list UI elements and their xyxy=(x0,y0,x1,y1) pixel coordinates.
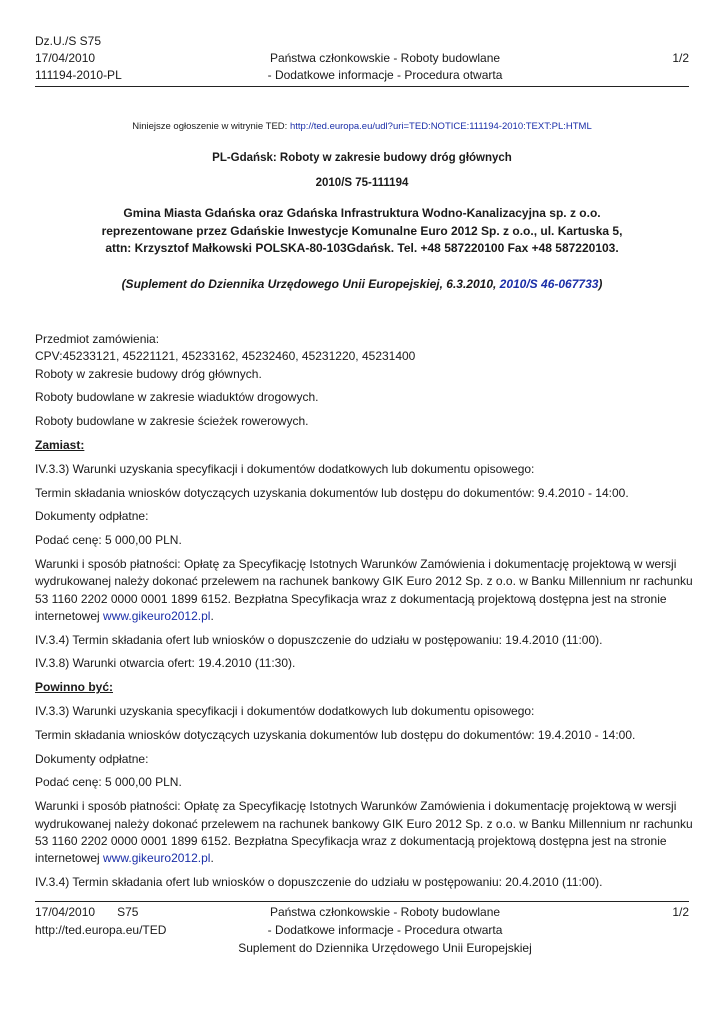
header-notice-id: 111194-2010-PL xyxy=(35,68,122,82)
header-page-number: 1/2 xyxy=(672,51,689,65)
notice-body xyxy=(35,331,695,898)
footer-url: http://ted.europa.eu/TED xyxy=(35,923,167,937)
subject-line: Roboty budowlane w zakresie ścieżek rowerowych. xyxy=(35,414,309,429)
should-be-heading: Powinno być: xyxy=(35,680,113,695)
subject-block xyxy=(35,331,695,383)
footer-procedure: - Dodatkowe informacje - Procedura otwarta xyxy=(267,923,503,937)
instead-paragraph: Podać cenę: 5 000,00 PLN. xyxy=(35,533,182,548)
supplement-prefix: (Suplement do Dziennika Urzędowego Unii Europejskiej, 6.3.2010, xyxy=(121,277,500,291)
notice-title: PL-Gdańsk: Roboty w zakresie budowy dróg głównych xyxy=(212,152,512,164)
instead-paragraph: IV.3.3) Warunki uzyskania specyfikacji i dokumentów dodatkowych lub dokumentu opisowego: xyxy=(35,461,535,476)
header-divider xyxy=(35,86,689,87)
footer-series: S75 xyxy=(117,905,139,919)
footer-category: Państwa członkowskie - Roboty budowlane xyxy=(269,905,501,919)
should-be-paragraph: Podać cenę: 5 000,00 PLN. xyxy=(35,775,182,790)
header-date: 17/04/2010 xyxy=(35,51,96,65)
payment-end: . xyxy=(210,851,214,866)
ted-notice-link[interactable]: http://ted.europa.eu/udl?uri=TED:NOTICE:111194-2010:TEXT:PL:HTML xyxy=(289,121,592,132)
header-category: Państwa członkowskie - Roboty budowlane xyxy=(269,51,501,65)
subject-line: Roboty w zakresie budowy dróg głównych. xyxy=(35,366,262,381)
instead-paragraph: Termin składania wniosków dotyczących uzyskania dokumentów lub dostępu do dokumentów: 9.4.2010 - 14:00. xyxy=(35,485,629,500)
page-footer xyxy=(35,903,689,963)
footer-page-number: 1/2 xyxy=(672,905,689,919)
subject-label: Przedmiot zamówienia: xyxy=(35,332,160,346)
instead-heading: Zamiast: xyxy=(35,437,85,452)
subject-line: Roboty budowlane w zakresie wiaduktów drogowych. xyxy=(35,390,319,405)
ted-notice xyxy=(35,121,689,132)
header-left xyxy=(35,33,122,84)
footer-supplement: Suplement do Dziennika Urzędowego Unii Europejskiej xyxy=(238,941,532,955)
header-center xyxy=(225,50,545,84)
ted-notice-prefix: Niniejsze ogłoszenie w witrynie TED: xyxy=(132,121,290,132)
supplement-link[interactable]: 2010/S 46-067733 xyxy=(499,277,599,291)
authority-line: reprezentowane przez Gdańskie Inwestycje Komunalne Euro 2012 Sp. z o.o., ul. Kartuska 5, xyxy=(101,223,623,238)
instead-payment xyxy=(35,556,695,625)
supplement-suffix: ) xyxy=(598,277,603,291)
footer-date: 17/04/2010 xyxy=(35,905,96,919)
payment-text: Warunki i sposób płatności: Opłatę za Specyfikację Istotnych Warunków Zamówienia i dokumentację projektową w wersji wydrukowanej należy dokonać przelewem na rachunek bankowy GIK Euro 2012 Sp. z o.o. w Banku Millennium nr rachunku 53 1160 2202 0000 0001 1899 6152. Bezpłatna Specyfikacja wraz z dokumentacją projektową dostępna jest na stronie internetowej xyxy=(35,799,693,866)
gik-website-link[interactable]: www.gikeuro2012.pl xyxy=(103,851,211,866)
authority-line: Gmina Miasta Gdańska oraz Gdańska Infrastruktura Wodno-Kanalizacyjna sp. z o.o. xyxy=(123,206,601,220)
supplement-reference xyxy=(35,277,689,291)
header-procedure: - Dodatkowe informacje - Procedura otwarta xyxy=(267,68,503,82)
should-be-paragraph: IV.3.3) Warunki uzyskania specyfikacji i dokumentów dodatkowych lub dokumentu opisowego: xyxy=(35,704,535,719)
contracting-authority xyxy=(35,205,689,258)
cpv-codes: CPV:45233121, 45221121, 45233162, 45232460, 45231220, 45231400 xyxy=(35,349,416,364)
should-be-paragraph: Dokumenty odpłatne: xyxy=(35,751,149,766)
should-be-payment xyxy=(35,798,695,867)
instead-paragraph: IV.3.4) Termin składania ofert lub wniosków o dopuszczenie do udziału w postępowaniu: 19.4.2010 (11:00). xyxy=(35,632,603,647)
footer-center xyxy=(205,903,565,957)
footer-left xyxy=(35,903,166,939)
instead-paragraph: IV.3.8) Warunki otwarcia ofert: 19.4.2010 (11:30). xyxy=(35,656,296,671)
payment-end: . xyxy=(210,608,214,623)
notice-number: 2010/S 75-111194 xyxy=(315,177,409,189)
header-journal-ref: Dz.U./S S75 xyxy=(35,34,102,48)
authority-line: attn: Krzysztof Małkowski POLSKA-80-103Gdańsk. Tel. +48 587220100 Fax +48 587220103. xyxy=(105,241,619,255)
page-header xyxy=(35,33,689,89)
should-be-paragraph: Termin składania wniosków dotyczących uzyskania dokumentów lub dostępu do dokumentów: 19.4.2010 - 14:00. xyxy=(35,727,636,742)
footer-divider xyxy=(35,901,689,902)
payment-text: Warunki i sposób płatności: Opłatę za Specyfikację Istotnych Warunków Zamówienia i dokumentację projektową w wersji wydrukowanej należy dokonać przelewem na rachunek bankowy GIK Euro 2012 Sp. z o.o. w Banku Millennium nr rachunku 53 1160 2202 0000 0001 1899 6152. Bezpłatna Specyfikacja wraz z dokumentacją projektową dostępna jest na stronie internetowej xyxy=(35,556,693,623)
should-be-paragraph: IV.3.4) Termin składania ofert lub wniosków o dopuszczenie do udziału w postępowaniu: 20.4.2010 (11:00). xyxy=(35,874,603,889)
instead-paragraph: Dokumenty odpłatne: xyxy=(35,509,149,524)
gik-website-link[interactable]: www.gikeuro2012.pl xyxy=(103,608,211,623)
